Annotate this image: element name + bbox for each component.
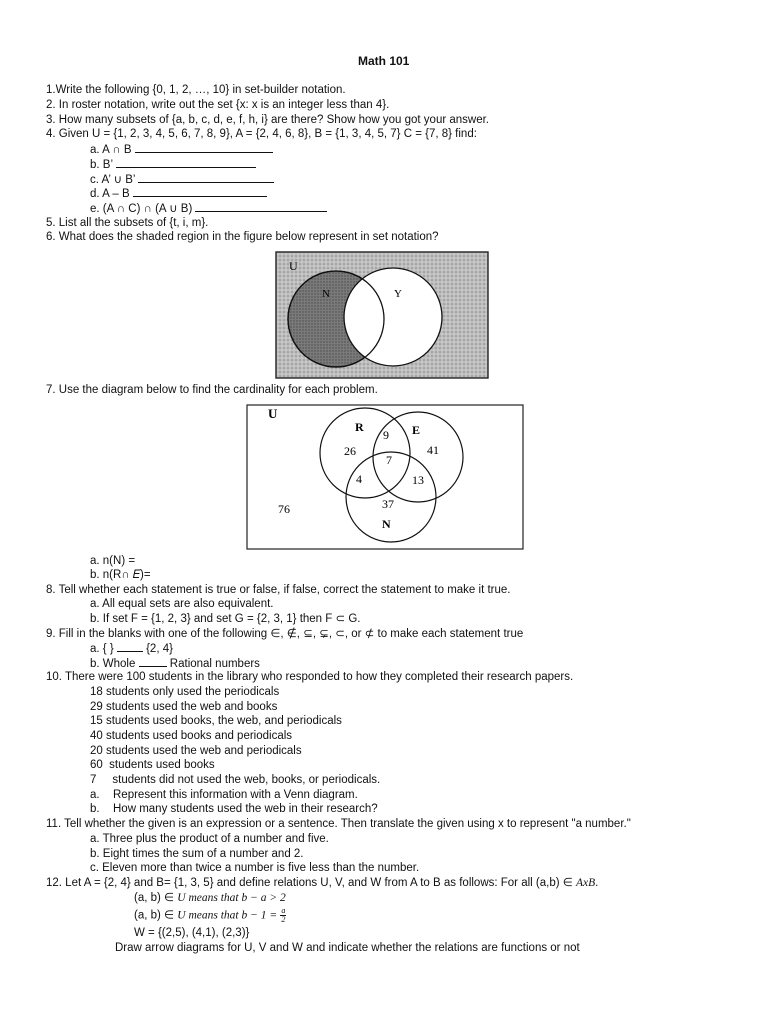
q12-relation-u — [134, 891, 286, 905]
q8-part-a: a. All equal sets are also equivalent. — [90, 598, 274, 610]
question-10: 10. There were 100 students in the library who responded to how they completed their research papers. — [46, 671, 574, 683]
label-n: N — [322, 288, 330, 300]
question-1: 1.Write the following {0, 1, 2, …, 10} in set-builder notation. — [46, 84, 346, 96]
region-outside: 76 — [278, 502, 290, 516]
q10-part-b — [90, 802, 378, 816]
question-8: 8. Tell whether each statement is true or false, if false, correct the statement to make it true. — [46, 584, 511, 596]
q9-part-a — [90, 641, 173, 656]
question-7: 7. Use the diagram below to find the cardinality for each problem. — [46, 384, 378, 396]
q4-part-c — [90, 172, 274, 187]
region-n-only: 37 — [382, 497, 394, 511]
answer-blank — [138, 172, 274, 183]
label-e: E — [412, 423, 421, 437]
label-n: N — [382, 517, 391, 531]
q4-part-d — [90, 186, 267, 201]
q10-item: 29 students used the web and books — [90, 701, 278, 713]
q4-part-e-label: e. (A ∩ C) ∩ (A ∪ B) — [90, 203, 193, 215]
fraction-numerator: a — [281, 906, 286, 915]
label-u: U — [289, 259, 298, 273]
q10-part-a — [90, 788, 358, 802]
q12-relation-v — [134, 907, 286, 924]
region-e-only: 41 — [427, 443, 439, 457]
q11-part-a: a. Three plus the product of a number and five. — [90, 833, 329, 845]
q4-part-c-label: c. A’ ∪ B’ — [90, 174, 136, 186]
q10-item: 60 students used books — [90, 759, 215, 771]
q10a-text: Represent this information with a Venn diagram. — [113, 789, 358, 801]
q12-v-fraction — [280, 907, 286, 924]
question-11: 11. Tell whether the given is an expression or a sentence. Then translate the given using x to represent "a number." — [46, 818, 631, 830]
q4-part-b — [90, 157, 256, 172]
q12-u-rule: U means that b − a > 2 — [177, 892, 286, 904]
q10-item: 20 students used the web and periodicals — [90, 745, 302, 757]
fraction-denominator: 2 — [281, 915, 286, 924]
q4-part-a — [90, 142, 273, 157]
q11-part-b: b. Eight times the sum of a number and 2. — [90, 848, 304, 860]
q10a-label: a. — [90, 789, 100, 801]
region-all: 7 — [386, 453, 392, 467]
q12-instruction: Draw arrow diagrams for U, V and W and indicate whether the relations are functions or not — [115, 942, 580, 954]
q9a-prefix: a. { } — [90, 643, 114, 655]
venn-figure-q6 — [275, 251, 489, 379]
q11-part-c: c. Eleven more than twice a number is five less than the number. — [90, 862, 420, 874]
question-3: 3. How many subsets of {a, b, c, d, e, f, h, i} are there? Show how you got your answer. — [46, 114, 489, 126]
q9b-prefix: b. Whole — [90, 658, 136, 670]
q10-item: 40 students used books and periodicals — [90, 730, 293, 742]
q10-item: 18 students only used the periodicals — [90, 686, 280, 698]
question-5: 5. List all the subsets of {t, i, m}. — [46, 217, 209, 229]
region-r-only: 26 — [344, 444, 356, 458]
page-title: Math 101 — [358, 54, 410, 68]
answer-blank — [139, 656, 167, 667]
q12-u-prefix: (a, b) ∈ — [134, 892, 175, 904]
answer-blank — [133, 186, 267, 197]
q4-part-b-label: b. B’ — [90, 159, 113, 171]
label-y: Y — [394, 288, 402, 300]
q4-part-e — [90, 201, 327, 216]
question-6: 6. What does the shaded region in the figure below represent in set notation? — [46, 231, 439, 243]
region-r-e: 9 — [383, 428, 389, 442]
q7-part-b: b. n(R∩ 𝐸)= — [90, 569, 151, 581]
q10-item: 15 students used books, the web, and periodicals — [90, 715, 342, 727]
region-r-n: 4 — [356, 472, 362, 486]
q8-part-b: b. If set F = {1, 2, 3} and set G = {2, 3, 1} then F ⊂ G. — [90, 613, 361, 625]
question-4: 4. Given U = {1, 2, 3, 4, 5, 6, 7, 8, 9}, A = {2, 4, 6, 8}, B = {1, 3, 4, 5, 7} C = {7, 8} find: — [46, 128, 477, 140]
q12-text: 12. Let A = {2, 4} and B= {1, 3, 5} and define relations U, V, and W from A to B as follows: For all (a,b) ∈ — [46, 877, 573, 889]
q12-v-rule: U means that b − 1 = — [177, 909, 278, 922]
venn-figure-q7 — [246, 404, 524, 550]
q12-relation-w: W = {(2,5), (4,1), (2,3)} — [134, 927, 250, 939]
answer-blank — [135, 142, 273, 153]
q7-part-a: a. n(N) = — [90, 555, 136, 567]
answer-blank — [195, 201, 327, 212]
label-r: R — [355, 420, 364, 434]
q4-part-d-label: d. A – B — [90, 188, 130, 200]
question-2: 2. In roster notation, write out the set {x: x is an integer less than 4}. — [46, 99, 390, 111]
question-9: 9. Fill in the blanks with one of the following ∈, ∉, ⊆, ⊊, ⊂, or ⊄ to make each statement true — [46, 628, 524, 640]
q9b-suffix: Rational numbers — [169, 658, 260, 670]
label-u: U — [268, 406, 278, 421]
q10b-label: b. — [90, 803, 100, 815]
set-y-circle — [344, 268, 442, 366]
q9-part-b — [90, 656, 260, 671]
answer-blank — [116, 157, 256, 168]
q10-item: 7 students did not used the web, books, or periodicals. — [90, 774, 381, 786]
question-12: 12. Let A = {2, 4} and B= {1, 3, 5} and define relations U, V, and W from A to B as follows: For all (a,b) ∈ AxB. — [46, 877, 599, 889]
q12-axb: AxB — [575, 877, 596, 889]
q9a-suffix: {2, 4} — [146, 643, 173, 655]
q4-part-a-label: a. A ∩ B — [90, 144, 132, 156]
q12-v-prefix: (a, b) ∈ — [134, 909, 175, 922]
region-e-n: 13 — [412, 473, 424, 487]
answer-blank — [117, 641, 143, 652]
q10b-text: How many students used the web in their research? — [113, 803, 378, 815]
